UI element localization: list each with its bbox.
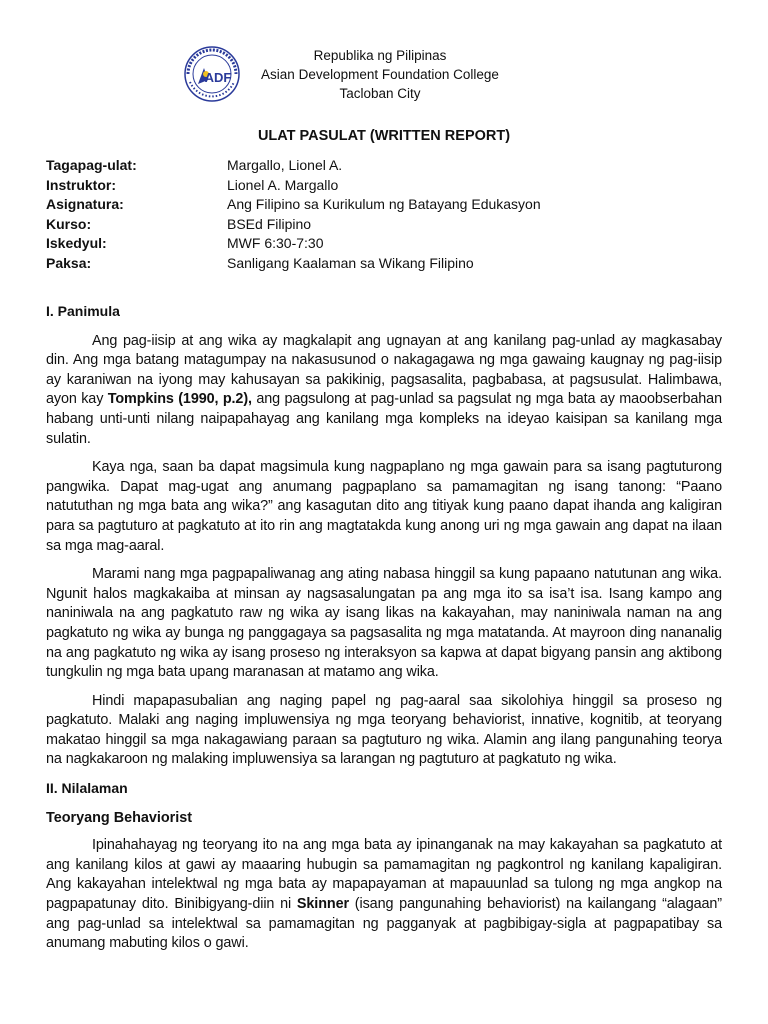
- report-body: [46, 302, 722, 963]
- meta-value: BSEd Filipino: [227, 215, 312, 232]
- meta-key: Instruktor:: [46, 176, 116, 193]
- meta-value: Sanligang Kaalaman sa Wikang Filipino: [227, 254, 474, 271]
- paragraph-text: Ang pag-iisip at ang wika ay magkalapit ang ugnayan at ang kanilang pag-unlad ay magkasabay din. Ang mga batang matagumpay na nakasusunod o nakagagawa ng mga gawaing kaugnay ng pag-iisip ay karaniwan na iyong may kahusayan sa pakikinig, pagsasalita, pagbabasa, at pagsusulat. Halimbawa, ayon kay: [46, 332, 722, 408]
- college-name: Asian Development Foundation College: [261, 67, 499, 82]
- meta-row-reporter: [46, 156, 726, 176]
- report-metadata: [46, 156, 726, 274]
- meta-key: Paksa:: [46, 254, 92, 271]
- behaviorist-paragraph-1: [46, 836, 722, 954]
- meta-row-instructor: [46, 176, 726, 196]
- meta-value: Ang Filipino sa Kurikulum ng Batayang Edukasyon: [227, 196, 541, 213]
- meta-key: Tagapag-ulat:: [46, 157, 137, 173]
- intro-paragraph-3: Marami nang mga pagpapaliwanag ang ating nabasa hinggil sa kung papaano natutunan ang wika. Ngunit halos magkakaiba at minsan ay nagsasalungatan pa ang mga ito sa isa’t isa. Isang kampo ang naniniwala na ang pagkatuto raw ng wika ay isang likas na kakayahan, may naniniwala naman na ang pagkatuto ng wika ay bunga ng panggagaya sa pagsasalita ng mga matatanda. At mayroon ding nananalig na ang pagkatuto ng wika ay isang proseso ng interaksyon sa kapwa at dapat bigyang pansin ang aktibong tungkulin ng mga bata upang maranasan at matamo ang wika.: [46, 566, 722, 681]
- republic-line: Republika ng Pilipinas: [313, 48, 447, 63]
- meta-value: MWF 6:30-7:30: [227, 235, 324, 252]
- section-heading-introduction: I. Panimula: [46, 303, 120, 319]
- subheading-behaviorist: Teoryang Behaviorist: [46, 809, 193, 826]
- citation-bold: Tompkins (1990, p.2),: [107, 391, 252, 408]
- institution-header: [240, 46, 520, 103]
- intro-paragraph-1: [46, 332, 722, 450]
- meta-key: Kurso:: [46, 215, 92, 232]
- report-title: ULAT PASULAT (WRITTEN REPORT): [257, 128, 511, 144]
- meta-value: Lionel A. Margallo: [227, 176, 339, 193]
- paragraph-text: ang pagsulong at pag-unlad sa pagsulat ng mga bata ay maoobserbahan habang unti-unti nilang naipapahayag ang kanilang mga kompleks na ideyao kaisipan sa kanilang mga sulatin.: [46, 391, 722, 447]
- college-logo: [182, 44, 242, 104]
- meta-row-subject: [46, 195, 726, 215]
- intro-paragraph-2: Kaya nga, saan ba dapat magsimula kung nagpaplano ng mga gawain para sa isang pagtuturong pangwika. Dapat mag-ugat ang anumang pagpaplano sa pamamagitan ng isang tanong: “Paano natututhan ng mga bata ang wika?” ang kasagutan dito ang titiyak kung paano dapat ihanda ang kaligiran para sa pagtuturo at pagkatuto at ito rin ang magtatakda kung anong uri ng mga gawain ang dapat na ilaan sa mga mag-aaral.: [46, 459, 722, 554]
- paragraph-text: (isang pangunahing behaviorist) na kailangang “alagaan” ang pag-unlad sa intelektwal sa pamamagitan ng pagganyak at pagbibigay-sigla at pagpapatibay sa anumang mabuting kilos o gawi.: [46, 896, 722, 952]
- city-line: Tacloban City: [339, 86, 421, 101]
- section-heading-content: II. Nilalaman: [46, 780, 128, 797]
- meta-row-course: [46, 215, 726, 235]
- meta-row-schedule: [46, 234, 726, 254]
- paragraph-text: Ipinahahayag ng teoryang ito na ang mga bata ay ipinanganak na may kakayahan sa pagkatuto at ang kanilang kilos at gawi ay maaaring hubugin sa pamamagitan ng pagkontrol ng kanilang kapaligiran. Ang kakayahan intelektwal ng mga bata ay mapapayaman at mapauunlad sa tulong ng mga angkop na pagpapatunay dito. Binibigyang-diin ni: [46, 837, 722, 913]
- meta-key: Asignatura:: [46, 196, 124, 213]
- meta-row-topic: [46, 254, 726, 274]
- name-bold: Skinner: [296, 896, 349, 913]
- meta-value: Margallo, Lionel A.: [227, 157, 343, 173]
- intro-paragraph-4: Hindi mapapasubalian ang naging papel ng pag-aaral saa sikolohiya hinggil sa proseso ng pagkatuto. Malaki ang naging impluwensiya ng mga teoryang behaviorist, innative, kognitib, at teoryang makatao hinggil sa mga nakagawiang paraan sa pagtuturo ng wika. Alamin ang ilang pangunahing teorya na nagkakaroon ng malaking impluwensiya sa larangan ng pagtuturo at pagkatuto ng wika.: [46, 692, 722, 768]
- meta-key: Iskedyul:: [46, 235, 107, 252]
- svg-text:ADF: ADF: [204, 70, 232, 85]
